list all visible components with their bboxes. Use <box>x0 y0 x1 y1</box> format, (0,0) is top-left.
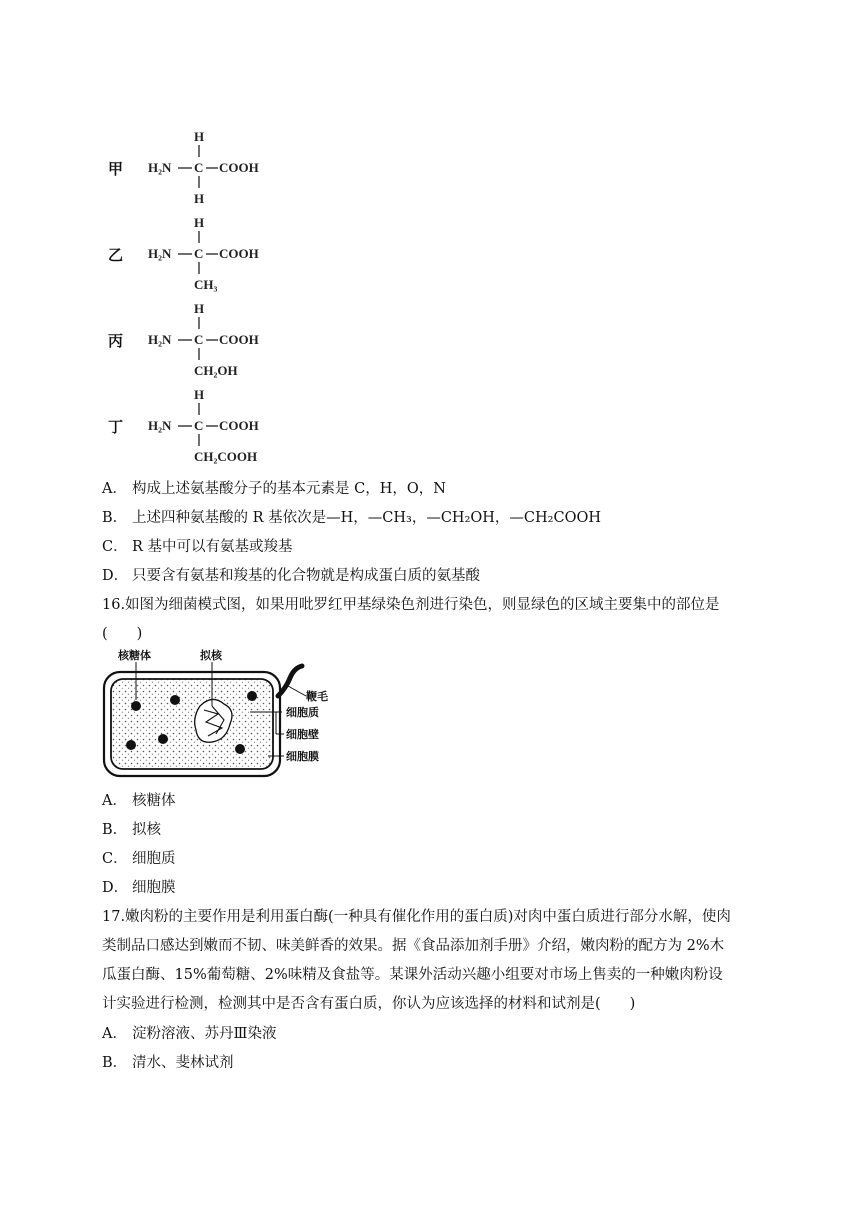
alpha-carbon: C <box>194 160 204 175</box>
alpha-carbon: C <box>194 418 204 433</box>
top-atom: H <box>194 301 205 316</box>
q17-stem-line4: 计实验进行检测，检测其中是否含有蛋白质，你认为应该选择的材料和试剂是( ) <box>102 996 636 1012</box>
q17-stem-line3: 瓜蛋白酶、15%葡萄糖、2%味精及食盐等。某课外活动兴趣小组要对市场上售卖的一种嫩肉粉设 <box>102 967 723 983</box>
option-text: 只要含有氨基和羧基的化合物就是构成蛋白质的氨基酸 <box>132 568 480 584</box>
amino-group: H₂N <box>148 246 172 261</box>
amino-group: H₂N <box>148 332 172 347</box>
top-atom: H <box>194 387 205 402</box>
amino-group: H₂N <box>148 160 172 175</box>
amino-acid-yi <box>0 212 860 296</box>
r-group: CH₃ <box>194 277 218 292</box>
q17-option-a <box>102 1023 276 1045</box>
option-letter: C． <box>102 851 128 867</box>
option-letter: C． <box>102 539 128 555</box>
amino-acid-structure <box>140 384 290 468</box>
option-letter: D． <box>102 568 129 584</box>
flagellum-label: 鞭毛 <box>306 690 328 703</box>
ribosome-dot <box>131 701 141 711</box>
option-letter: D． <box>102 880 129 896</box>
carboxyl-group: COOH <box>219 418 259 433</box>
option-text: 拟核 <box>132 822 161 838</box>
q17-stem-line2: 类制品口感达到嫩而不韧、味美鲜香的效果。据《食品添加剂手册》介绍，嫩肉粉的配方为 2%木 <box>102 938 725 954</box>
q15-option-b <box>102 507 601 529</box>
option-text: 上述四种氨基酸的 R 基依次是—H，—CH₃，—CH₂OH，—CH₂COOH <box>132 510 601 526</box>
ribosome-dot <box>247 691 257 701</box>
alpha-carbon: C <box>194 246 204 261</box>
option-letter: B． <box>102 510 128 526</box>
option-letter: B． <box>102 1055 128 1071</box>
option-text: 淀粉溶液、苏丹Ⅲ染液 <box>132 1026 277 1042</box>
amino-acid-label: 丙 <box>108 332 124 350</box>
option-letter: B． <box>102 822 128 838</box>
ribosome-dot <box>170 695 180 705</box>
q16-option-c <box>102 848 176 870</box>
option-letter: A． <box>102 793 127 809</box>
amino-acid-structure <box>140 212 290 296</box>
cytoplasm-label: 细胞质 <box>286 706 319 719</box>
ribosome-dot <box>158 734 168 744</box>
option-text: 细胞膜 <box>132 880 176 896</box>
r-group: CH₂OH <box>194 363 238 378</box>
alpha-carbon: C <box>194 332 204 347</box>
option-text: 清水、斐林试剂 <box>132 1055 234 1071</box>
amino-group: H₂N <box>148 418 172 433</box>
amino-acid-label: 乙 <box>108 246 124 264</box>
q15-option-d <box>102 565 480 587</box>
amino-acid-bing <box>0 298 860 382</box>
nucleoid-label: 拟核 <box>200 649 222 662</box>
option-text: 细胞质 <box>132 851 176 867</box>
amino-acid-structure <box>140 126 290 210</box>
q15-option-a <box>102 478 446 500</box>
q16-stem: 16.如图为细菌模式图，如果用吡罗红甲基绿染色剂进行染色，则显绿色的区域主要集中的部位是 <box>102 597 720 613</box>
carboxyl-group: COOH <box>219 160 259 175</box>
option-letter: A． <box>102 1026 127 1042</box>
option-text: R 基中可以有氨基或羧基 <box>132 539 293 555</box>
q16-stem-paren: ( ) <box>102 626 143 642</box>
q17-option-b <box>102 1052 234 1074</box>
option-text: 核糖体 <box>132 793 176 809</box>
top-atom: H <box>194 129 205 144</box>
amino-acid-ding <box>0 384 860 468</box>
amino-acid-jia <box>0 126 860 210</box>
r-group: H <box>194 191 205 206</box>
q17-stem-line1: 17.嫩肉粉的主要作用是利用蛋白酶(一种具有催化作用的蛋白质)对肉中蛋白质进行部分水解，使肉 <box>102 909 731 925</box>
top-atom: H <box>194 215 205 230</box>
q15-option-c <box>102 536 293 558</box>
bacteria-diagram <box>100 648 360 782</box>
cell-wall-label: 细胞壁 <box>286 728 319 741</box>
cell-membrane-label: 细胞膜 <box>286 750 319 763</box>
ribosome-dot <box>235 744 245 754</box>
q16-option-a <box>102 790 176 812</box>
option-text: 构成上述氨基酸分子的基本元素是 C，H，O，N <box>132 481 446 497</box>
r-group: CH₂COOH <box>194 449 258 464</box>
ribosome-label: 核糖体 <box>118 649 151 662</box>
carboxyl-group: COOH <box>219 246 259 261</box>
amino-acid-label: 丁 <box>108 418 124 436</box>
q16-option-b <box>102 819 161 841</box>
ribosome-dot <box>126 740 136 750</box>
option-letter: A． <box>102 481 127 497</box>
amino-acid-structure <box>140 298 290 382</box>
carboxyl-group: COOH <box>219 332 259 347</box>
amino-acid-label: 甲 <box>108 160 124 178</box>
q16-option-d <box>102 877 176 899</box>
